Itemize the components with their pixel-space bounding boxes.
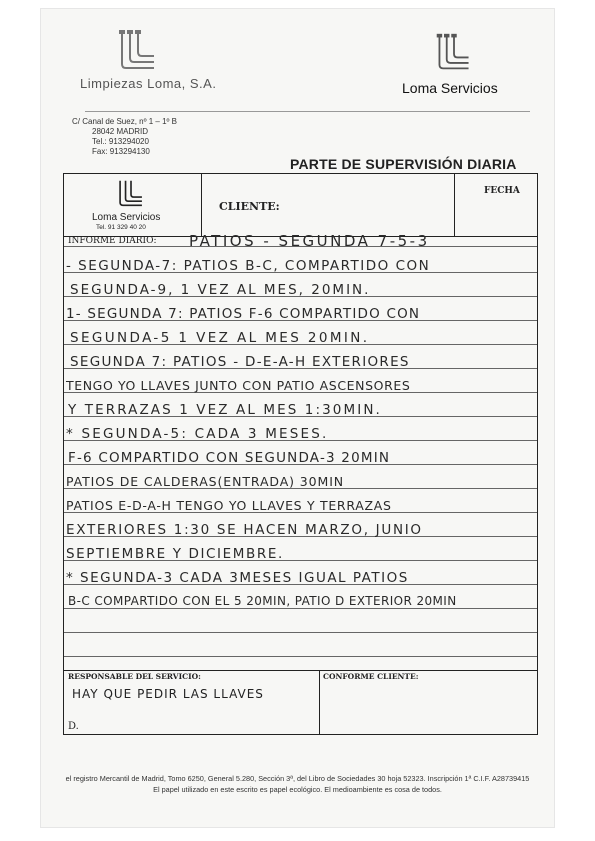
ruled-line <box>64 632 537 633</box>
form-footer <box>64 670 537 737</box>
legal-footer <box>40 773 555 795</box>
ruled-line <box>64 608 537 609</box>
responsable-cell[interactable] <box>64 671 320 735</box>
footer-line: el registro Mercantil de Madrid, Tomo 6250, General 5.280, Sección 3ª, del Libro de Sociedades 30 hoja 52323. Inscripción 1ª C.I.F. A28739415 <box>65 774 530 783</box>
document-title: PARTE DE SUPERVISIÓN DIARIA <box>290 156 517 172</box>
company-logo-icon <box>116 28 160 72</box>
report-line: * SEGUNDA-3 CADA 3MESES IGUAL PATIOS <box>66 570 409 586</box>
company-name-left: Limpiezas Loma, S.A. <box>80 76 217 91</box>
d-label: D. <box>68 721 79 732</box>
fecha-label: FECHA <box>484 186 520 196</box>
report-line: TENGO YO LLAVES JUNTO CON PATIO ASCENSORES <box>66 378 411 393</box>
mini-logo-name: Loma Servicios <box>92 212 161 223</box>
report-line: PATIOS - SEGUNDA 7-5-3 <box>189 232 430 250</box>
report-line: - SEGUNDA-7: PATIOS B-C, COMPARTIDO CON <box>66 258 431 274</box>
address-line: Fax: 913294130 <box>92 147 150 156</box>
responsable-label: RESPONSABLE DEL SERVICIO: <box>68 672 201 681</box>
report-line: F-6 COMPARTIDO CON SEGUNDA-3 20MIN <box>68 450 391 466</box>
report-line: SEGUNDA-9, 1 VEZ AL MES, 20MIN. <box>70 282 371 298</box>
cliente-cell[interactable] <box>201 174 455 236</box>
company-name-right: Loma Servicios <box>402 80 498 96</box>
report-line: 1- SEGUNDA 7: PATIOS F-6 COMPARTIDO CON <box>66 306 421 322</box>
header-divider <box>85 111 530 112</box>
ruled-line <box>64 656 537 657</box>
report-line: * SEGUNDA-5: CADA 3 MESES. <box>66 426 329 442</box>
report-line: SEPTIEMBRE Y DICIEMBRE. <box>66 546 284 562</box>
form-logo-cell <box>64 174 202 236</box>
responsable-note: HAY QUE PEDIR LAS LLAVES <box>72 687 264 701</box>
address-line: C/ Canal de Suez, nº 1 – 1º B <box>72 117 178 126</box>
conforme-label: CONFORME CLIENTE: <box>323 672 419 681</box>
report-line: Y TERRAZAS 1 VEZ AL MES 1:30MIN. <box>68 402 382 418</box>
cliente-label: CLIENTE: <box>219 200 280 213</box>
informe-label: INFORME DIARIO: <box>68 236 157 246</box>
report-line: SEGUNDA 7: PATIOS - D-E-A-H EXTERIORES <box>70 354 410 370</box>
address-line: Tel.: 913294020 <box>92 137 149 146</box>
report-line: SEGUNDA-5 1 VEZ AL MES 20MIN. <box>70 330 370 346</box>
report-line: EXTERIORES 1:30 SE HACEN MARZO, JUNIO <box>66 522 423 538</box>
report-line: PATIOS E-D-A-H TENGO YO LLAVES Y TERRAZAS <box>66 498 392 513</box>
mini-logo-tel: Tel. 91 329 40 20 <box>96 224 146 231</box>
report-line: PATIOS DE CALDERAS(ENTRADA) 30MIN <box>66 474 345 489</box>
footer-line: El papel utilizado en este escrito es papel ecológico. El medioambiente es cosa de todos. <box>153 785 442 794</box>
loma-servicios-logo-icon <box>434 32 474 72</box>
report-line: B-C COMPARTIDO CON EL 5 20MIN, PATIO D EXTERIOR 20MIN <box>68 594 457 608</box>
conforme-cell[interactable] <box>319 671 537 735</box>
address-line: 28042 MADRID <box>92 127 149 136</box>
fecha-cell[interactable] <box>454 174 536 236</box>
form-header <box>64 174 537 237</box>
company-address <box>72 117 177 157</box>
mini-logo-icon <box>116 178 146 213</box>
supervision-form <box>63 173 538 735</box>
